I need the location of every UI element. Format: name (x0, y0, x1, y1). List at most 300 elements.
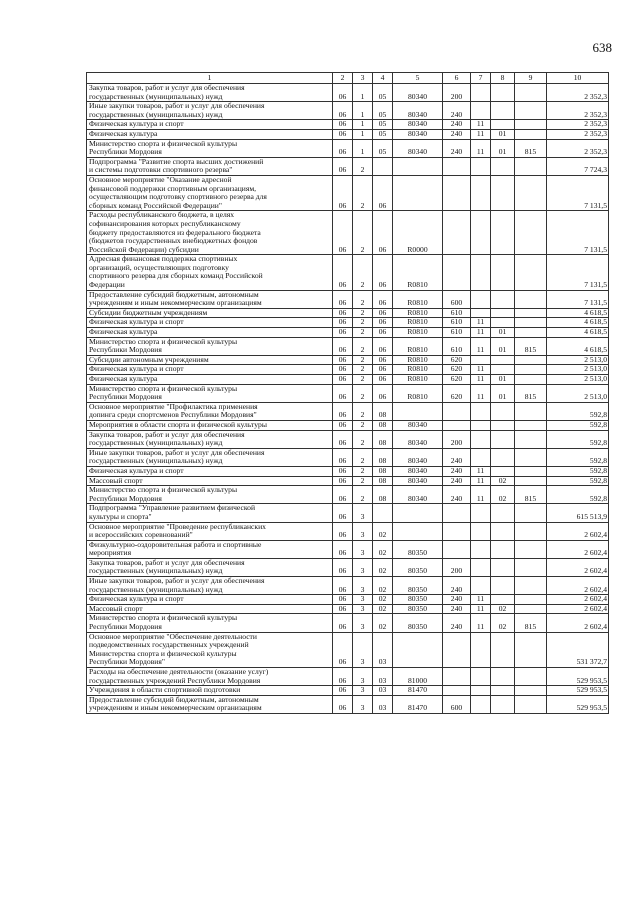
row-amount: 529 953,5 (547, 686, 609, 696)
row-code-8: 01 (491, 337, 515, 355)
row-code-2: 06 (333, 290, 353, 308)
row-code-9: 815 (515, 384, 547, 402)
row-code-9 (515, 255, 547, 290)
row-code-4: 06 (373, 308, 393, 318)
table-row (87, 558, 609, 576)
row-code-6 (443, 157, 471, 175)
row-code-7: 11 (471, 337, 491, 355)
header-col-5: 5 (393, 73, 443, 84)
row-code-7 (471, 175, 491, 210)
row-code-4: 02 (373, 522, 393, 540)
row-description: Подпрограмма "Управление развитием физической культуры и спорта" (87, 504, 333, 522)
row-code-2: 06 (333, 337, 353, 355)
row-code-4: 06 (373, 355, 393, 365)
row-code-8 (491, 84, 515, 102)
row-code-8 (491, 308, 515, 318)
row-code-2: 06 (333, 522, 353, 540)
row-code-5: 80340 (393, 139, 443, 157)
row-code-3: 1 (353, 120, 373, 130)
row-code-8 (491, 102, 515, 120)
row-amount: 615 513,9 (547, 504, 609, 522)
row-description: Физическая культура и спорт (87, 120, 333, 130)
table-row (87, 120, 609, 130)
row-code-5: 80350 (393, 540, 443, 558)
table-row (87, 139, 609, 157)
row-code-3: 2 (353, 466, 373, 476)
row-code-4: 06 (373, 318, 393, 328)
row-code-4: 06 (373, 255, 393, 290)
row-code-2: 06 (333, 668, 353, 686)
table-row (87, 686, 609, 696)
row-description: Физическая культура (87, 375, 333, 385)
row-amount: 592,8 (547, 486, 609, 504)
row-code-9 (515, 540, 547, 558)
row-description: Физическая культура и спорт (87, 595, 333, 605)
row-description: Физическая культура и спорт (87, 365, 333, 375)
header-col-10: 10 (547, 73, 609, 84)
table-row (87, 365, 609, 375)
row-code-5: 81470 (393, 695, 443, 713)
row-amount: 4 618,5 (547, 337, 609, 355)
row-code-6: 240 (443, 448, 471, 466)
row-code-5: R0000 (393, 211, 443, 255)
row-amount: 529 953,5 (547, 668, 609, 686)
row-code-7: 11 (471, 328, 491, 338)
table-header-row (87, 73, 609, 84)
row-description: Предоставление субсидий бюджетным, автономным учреждениям и иным некоммерческим организациям (87, 290, 333, 308)
row-code-4: 03 (373, 668, 393, 686)
row-code-4: 06 (373, 375, 393, 385)
header-col-1: 1 (87, 73, 333, 84)
row-code-2: 06 (333, 695, 353, 713)
row-code-6 (443, 255, 471, 290)
header-col-9: 9 (515, 73, 547, 84)
row-code-3: 2 (353, 337, 373, 355)
row-code-9 (515, 84, 547, 102)
row-amount: 2 352,3 (547, 120, 609, 130)
row-code-5: 80350 (393, 595, 443, 605)
row-amount: 592,8 (547, 466, 609, 476)
row-code-5: 80340 (393, 84, 443, 102)
row-code-8: 02 (491, 614, 515, 632)
row-code-7: 11 (471, 318, 491, 328)
row-code-5 (393, 402, 443, 420)
row-code-3: 3 (353, 695, 373, 713)
row-code-6: 240 (443, 120, 471, 130)
row-code-9: 815 (515, 486, 547, 504)
row-description: Закупка товаров, работ и услуг для обеспечения государственных (муниципальных) нужд (87, 430, 333, 448)
header-col-2: 2 (333, 73, 353, 84)
row-code-2: 06 (333, 255, 353, 290)
row-code-9 (515, 175, 547, 210)
row-code-3: 2 (353, 384, 373, 402)
row-code-6 (443, 211, 471, 255)
row-description: Физическая культура и спорт (87, 466, 333, 476)
table-row (87, 448, 609, 466)
row-code-7 (471, 290, 491, 308)
row-code-9 (515, 668, 547, 686)
row-code-2: 06 (333, 402, 353, 420)
row-code-4: 05 (373, 102, 393, 120)
row-code-7 (471, 420, 491, 430)
row-code-8 (491, 540, 515, 558)
row-code-7 (471, 402, 491, 420)
row-amount: 2 602,4 (547, 595, 609, 605)
budget-table (86, 72, 609, 714)
row-code-4: 02 (373, 577, 393, 595)
header-col-4: 4 (373, 73, 393, 84)
row-code-9 (515, 328, 547, 338)
row-code-6: 240 (443, 476, 471, 486)
row-code-2: 06 (333, 308, 353, 318)
row-code-8 (491, 402, 515, 420)
row-description: Расходы республиканского бюджета, в целях софинансирования которых республиканскому бюджету предоставляются из федерального бюджета (бюджетов государственных внебюджетных фондов Российской Федерации) субсидии (87, 211, 333, 255)
row-code-2: 06 (333, 102, 353, 120)
row-code-8 (491, 466, 515, 476)
row-code-8: 01 (491, 375, 515, 385)
row-code-6: 610 (443, 318, 471, 328)
row-code-8: 02 (491, 486, 515, 504)
row-code-2: 06 (333, 504, 353, 522)
row-code-6: 620 (443, 365, 471, 375)
row-code-4: 02 (373, 604, 393, 614)
row-code-5: 80350 (393, 604, 443, 614)
row-code-7 (471, 686, 491, 696)
row-code-5: R0810 (393, 290, 443, 308)
row-code-7 (471, 695, 491, 713)
row-amount: 531 372,7 (547, 632, 609, 667)
row-code-6: 240 (443, 486, 471, 504)
row-code-2: 06 (333, 355, 353, 365)
row-code-3: 1 (353, 102, 373, 120)
table-row (87, 328, 609, 338)
row-amount: 4 618,5 (547, 328, 609, 338)
row-code-6 (443, 668, 471, 686)
row-code-6 (443, 402, 471, 420)
row-code-8 (491, 668, 515, 686)
row-code-6: 200 (443, 84, 471, 102)
row-code-2: 06 (333, 211, 353, 255)
row-amount: 592,8 (547, 448, 609, 466)
row-code-5: 80340 (393, 129, 443, 139)
row-code-9 (515, 290, 547, 308)
row-code-9 (515, 120, 547, 130)
row-code-7 (471, 84, 491, 102)
row-code-2: 06 (333, 595, 353, 605)
row-code-5: R0810 (393, 328, 443, 338)
row-amount: 2 602,4 (547, 558, 609, 576)
row-code-8: 01 (491, 384, 515, 402)
row-amount: 4 618,5 (547, 308, 609, 318)
row-code-6: 240 (443, 139, 471, 157)
row-amount: 2 602,4 (547, 614, 609, 632)
row-code-4 (373, 504, 393, 522)
row-code-7: 11 (471, 384, 491, 402)
row-code-3: 3 (353, 595, 373, 605)
row-code-8: 01 (491, 328, 515, 338)
row-code-3: 2 (353, 157, 373, 175)
row-amount: 592,8 (547, 430, 609, 448)
row-amount: 2 352,3 (547, 129, 609, 139)
row-amount: 4 618,5 (547, 318, 609, 328)
row-code-4: 06 (373, 337, 393, 355)
row-code-9 (515, 157, 547, 175)
row-amount: 592,8 (547, 420, 609, 430)
row-code-9 (515, 375, 547, 385)
row-code-7: 11 (471, 120, 491, 130)
row-code-2: 06 (333, 175, 353, 210)
row-amount: 7 131,5 (547, 175, 609, 210)
row-description: Основное мероприятие "Оказание адресной финансовой поддержки спортивным организациям, осуществляющим подготовку спортивного резерва для сборных команд Российской Федерации" (87, 175, 333, 210)
row-code-4: 08 (373, 448, 393, 466)
row-amount: 592,8 (547, 402, 609, 420)
row-code-9 (515, 695, 547, 713)
row-amount: 2 602,4 (547, 577, 609, 595)
row-code-7: 11 (471, 365, 491, 375)
row-code-5: 80340 (393, 476, 443, 486)
row-code-8 (491, 420, 515, 430)
table-row (87, 632, 609, 667)
row-code-2: 06 (333, 384, 353, 402)
row-description: Иные закупки товаров, работ и услуг для обеспечения государственных (муниципальных) нужд (87, 577, 333, 595)
table-row (87, 522, 609, 540)
table-row (87, 337, 609, 355)
row-code-6 (443, 175, 471, 210)
row-code-5: 80340 (393, 430, 443, 448)
row-amount: 2 352,3 (547, 139, 609, 157)
header-col-7: 7 (471, 73, 491, 84)
row-code-2: 06 (333, 84, 353, 102)
row-code-5: 81000 (393, 668, 443, 686)
table-row (87, 102, 609, 120)
row-description: Адресная финансовая поддержка спортивных организаций, осуществляющих подготовку спортивного резерва для сборных команд Российской Федерации (87, 255, 333, 290)
row-code-5 (393, 504, 443, 522)
table-row (87, 486, 609, 504)
row-code-6: 610 (443, 337, 471, 355)
row-description: Основное мероприятие "Обеспечение деятельности подведомственных государственных учреждений Министерства спорта и физической культуры Республики Мордовия" (87, 632, 333, 667)
row-code-9 (515, 632, 547, 667)
row-code-4: 08 (373, 430, 393, 448)
row-code-9 (515, 466, 547, 476)
row-code-2: 06 (333, 632, 353, 667)
row-code-2: 06 (333, 604, 353, 614)
row-code-5: 80340 (393, 448, 443, 466)
table-row (87, 157, 609, 175)
row-code-7 (471, 504, 491, 522)
row-code-8 (491, 695, 515, 713)
row-description: Иные закупки товаров, работ и услуг для обеспечения государственных (муниципальных) нужд (87, 448, 333, 466)
row-code-6: 610 (443, 328, 471, 338)
row-code-5: 80350 (393, 558, 443, 576)
row-amount: 2 513,0 (547, 355, 609, 365)
row-code-7: 11 (471, 466, 491, 476)
row-code-3: 3 (353, 614, 373, 632)
row-amount: 2 352,3 (547, 84, 609, 102)
row-code-2: 06 (333, 318, 353, 328)
row-code-6: 610 (443, 308, 471, 318)
row-code-5: 80340 (393, 466, 443, 476)
row-code-6: 600 (443, 290, 471, 308)
row-code-9 (515, 420, 547, 430)
row-amount: 7 131,5 (547, 211, 609, 255)
row-code-2: 06 (333, 686, 353, 696)
row-code-5 (393, 632, 443, 667)
row-description: Субсидии бюджетным учреждениям (87, 308, 333, 318)
table-row (87, 614, 609, 632)
row-code-6: 240 (443, 595, 471, 605)
row-code-6 (443, 632, 471, 667)
row-code-6: 600 (443, 695, 471, 713)
row-code-7 (471, 522, 491, 540)
row-code-9 (515, 318, 547, 328)
row-code-9 (515, 448, 547, 466)
row-code-2: 06 (333, 486, 353, 504)
row-code-8: 02 (491, 476, 515, 486)
row-code-2: 06 (333, 540, 353, 558)
row-code-8 (491, 355, 515, 365)
row-code-5: R0810 (393, 355, 443, 365)
table-row (87, 577, 609, 595)
row-code-5: 80340 (393, 120, 443, 130)
row-code-9 (515, 577, 547, 595)
row-code-8 (491, 632, 515, 667)
row-code-3: 2 (353, 420, 373, 430)
row-code-6 (443, 420, 471, 430)
row-code-8 (491, 558, 515, 576)
row-code-3: 2 (353, 486, 373, 504)
row-code-7: 11 (471, 139, 491, 157)
row-code-4: 02 (373, 558, 393, 576)
row-code-9: 815 (515, 614, 547, 632)
row-code-2: 06 (333, 614, 353, 632)
row-code-2: 06 (333, 476, 353, 486)
row-code-5 (393, 522, 443, 540)
row-description: Массовый спорт (87, 476, 333, 486)
row-code-3: 3 (353, 522, 373, 540)
row-code-7 (471, 632, 491, 667)
row-code-3: 2 (353, 308, 373, 318)
table-row (87, 318, 609, 328)
row-code-9 (515, 355, 547, 365)
row-code-3: 2 (353, 476, 373, 486)
row-code-9 (515, 595, 547, 605)
row-description: Министерство спорта и физической культуры Республики Мордовия (87, 384, 333, 402)
row-code-3: 3 (353, 504, 373, 522)
table-row (87, 695, 609, 713)
row-code-3: 3 (353, 632, 373, 667)
row-code-3: 3 (353, 668, 373, 686)
row-code-2: 06 (333, 120, 353, 130)
table-row (87, 466, 609, 476)
header-col-6: 6 (443, 73, 471, 84)
row-code-5: R0810 (393, 384, 443, 402)
table-row (87, 504, 609, 522)
row-code-3: 2 (353, 175, 373, 210)
row-code-8: 02 (491, 604, 515, 614)
row-code-6: 620 (443, 384, 471, 402)
row-code-9 (515, 129, 547, 139)
row-code-3: 1 (353, 129, 373, 139)
row-code-4: 06 (373, 290, 393, 308)
row-code-8 (491, 577, 515, 595)
row-code-6: 200 (443, 430, 471, 448)
row-code-2: 06 (333, 558, 353, 576)
row-code-2: 06 (333, 466, 353, 476)
row-code-7: 11 (471, 476, 491, 486)
row-description: Подпрограмма "Развитие спорта высших достижений и системы подготовки спортивного резерва" (87, 157, 333, 175)
row-code-4: 03 (373, 686, 393, 696)
table-row (87, 402, 609, 420)
page-number: 638 (592, 40, 612, 55)
row-code-3: 2 (353, 448, 373, 466)
row-description: Иные закупки товаров, работ и услуг для обеспечения государственных (муниципальных) нужд (87, 102, 333, 120)
row-code-5: 80340 (393, 420, 443, 430)
row-description: Массовый спорт (87, 604, 333, 614)
row-code-9 (515, 430, 547, 448)
table-row (87, 420, 609, 430)
row-code-8 (491, 157, 515, 175)
row-code-6: 240 (443, 466, 471, 476)
row-amount: 2 352,3 (547, 102, 609, 120)
row-code-9 (515, 604, 547, 614)
row-code-7 (471, 558, 491, 576)
row-code-5: 81470 (393, 686, 443, 696)
row-code-4: 05 (373, 129, 393, 139)
row-code-7 (471, 540, 491, 558)
row-description: Министерство спорта и физической культуры Республики Мордовия (87, 614, 333, 632)
row-code-4: 06 (373, 211, 393, 255)
row-code-9 (515, 211, 547, 255)
row-code-4: 02 (373, 595, 393, 605)
row-code-7 (471, 211, 491, 255)
row-code-7: 11 (471, 486, 491, 504)
row-code-6 (443, 504, 471, 522)
row-code-4: 03 (373, 632, 393, 667)
row-code-2: 06 (333, 157, 353, 175)
row-code-3: 2 (353, 430, 373, 448)
row-code-2: 06 (333, 129, 353, 139)
row-code-6 (443, 540, 471, 558)
table-row (87, 211, 609, 255)
row-code-8 (491, 290, 515, 308)
row-code-4: 06 (373, 365, 393, 375)
row-code-4: 08 (373, 476, 393, 486)
row-amount: 529 953,5 (547, 695, 609, 713)
row-code-5: 80340 (393, 486, 443, 504)
table-row (87, 375, 609, 385)
row-code-6: 240 (443, 577, 471, 595)
row-code-7 (471, 448, 491, 466)
row-code-8 (491, 595, 515, 605)
row-code-5: 80350 (393, 614, 443, 632)
row-code-9 (515, 402, 547, 420)
row-code-6: 620 (443, 355, 471, 365)
row-description: Закупка товаров, работ и услуг для обеспечения государственных (муниципальных) нужд (87, 84, 333, 102)
row-code-8 (491, 522, 515, 540)
row-description: Учреждения в области спортивной подготовки (87, 686, 333, 696)
row-code-7: 11 (471, 375, 491, 385)
row-code-8 (491, 211, 515, 255)
row-code-8 (491, 255, 515, 290)
row-code-9 (515, 686, 547, 696)
row-code-3: 2 (353, 255, 373, 290)
row-code-9 (515, 558, 547, 576)
row-code-8 (491, 504, 515, 522)
row-code-3: 2 (353, 375, 373, 385)
row-code-2: 06 (333, 365, 353, 375)
row-code-6: 240 (443, 614, 471, 632)
row-code-5: R0810 (393, 375, 443, 385)
